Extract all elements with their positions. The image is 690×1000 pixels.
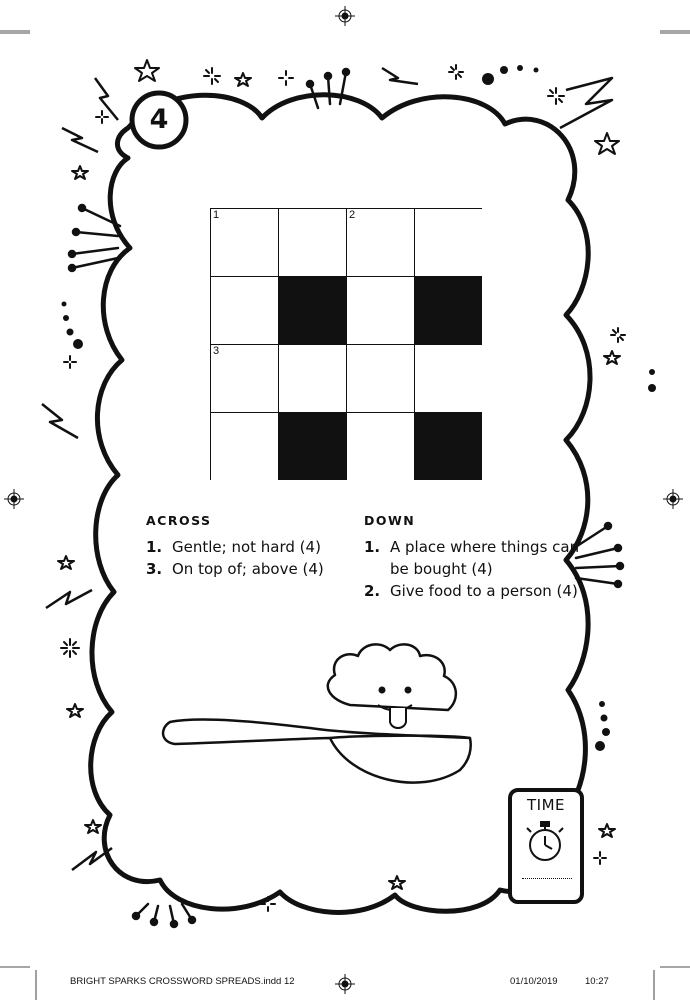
grid-cell-black [278,412,346,480]
footer-date: 01/10/2019 [510,976,558,987]
clue-text: On top of; above (4) [172,560,324,578]
timer-write-line[interactable] [522,878,572,879]
grid-cell[interactable] [210,412,278,480]
across-heading: ACROSS [146,513,212,528]
registration-mark-icon [335,6,355,26]
clue-item [146,558,336,580]
grid-cell[interactable] [210,276,278,344]
cell-number: 1 [213,209,220,221]
clue-text: A place where things can be bought (4) [390,538,580,578]
clue-number: 3. [146,560,163,578]
crossword-grid [210,208,482,480]
across-clues [146,512,336,580]
timer-label: TIME [526,796,565,814]
clue-item [146,536,336,558]
clue-item [364,536,594,580]
grid-cell[interactable] [346,344,414,412]
grid-cell-black [414,412,482,480]
cell-number: 3 [213,345,220,357]
clue-number: 2. [364,582,381,600]
clue-text: Give food to a person (4) [390,582,578,600]
grid-cell-black [278,276,346,344]
grid-cell[interactable] [210,344,278,412]
down-clues [364,512,594,602]
grid-cell[interactable] [414,344,482,412]
footer-time: 10:27 [585,976,609,987]
grid-cell[interactable] [346,208,414,276]
sparkle-icon [61,65,625,911]
clue-number: 1. [364,538,381,556]
grid-cell[interactable] [278,344,346,412]
footer-filename: BRIGHT SPARKS CROSSWORD SPREADS.indd 12 [70,976,295,987]
registration-mark-icon [335,974,355,994]
down-heading: DOWN [364,513,416,528]
puzzle-number: 4 [149,103,169,135]
grid-cell[interactable] [278,208,346,276]
registration-mark-icon [4,489,24,509]
clue-item [364,580,594,602]
grid-cell[interactable] [210,208,278,276]
grid-cell-black [414,276,482,344]
clue-number: 1. [146,538,163,556]
grid-cell[interactable] [414,208,482,276]
grid-cell[interactable] [346,276,414,344]
spoon-illustration [163,644,471,782]
registration-mark-icon [663,489,683,509]
cell-number: 2 [349,209,356,221]
clue-text: Gentle; not hard (4) [172,538,321,556]
grid-cell[interactable] [346,412,414,480]
